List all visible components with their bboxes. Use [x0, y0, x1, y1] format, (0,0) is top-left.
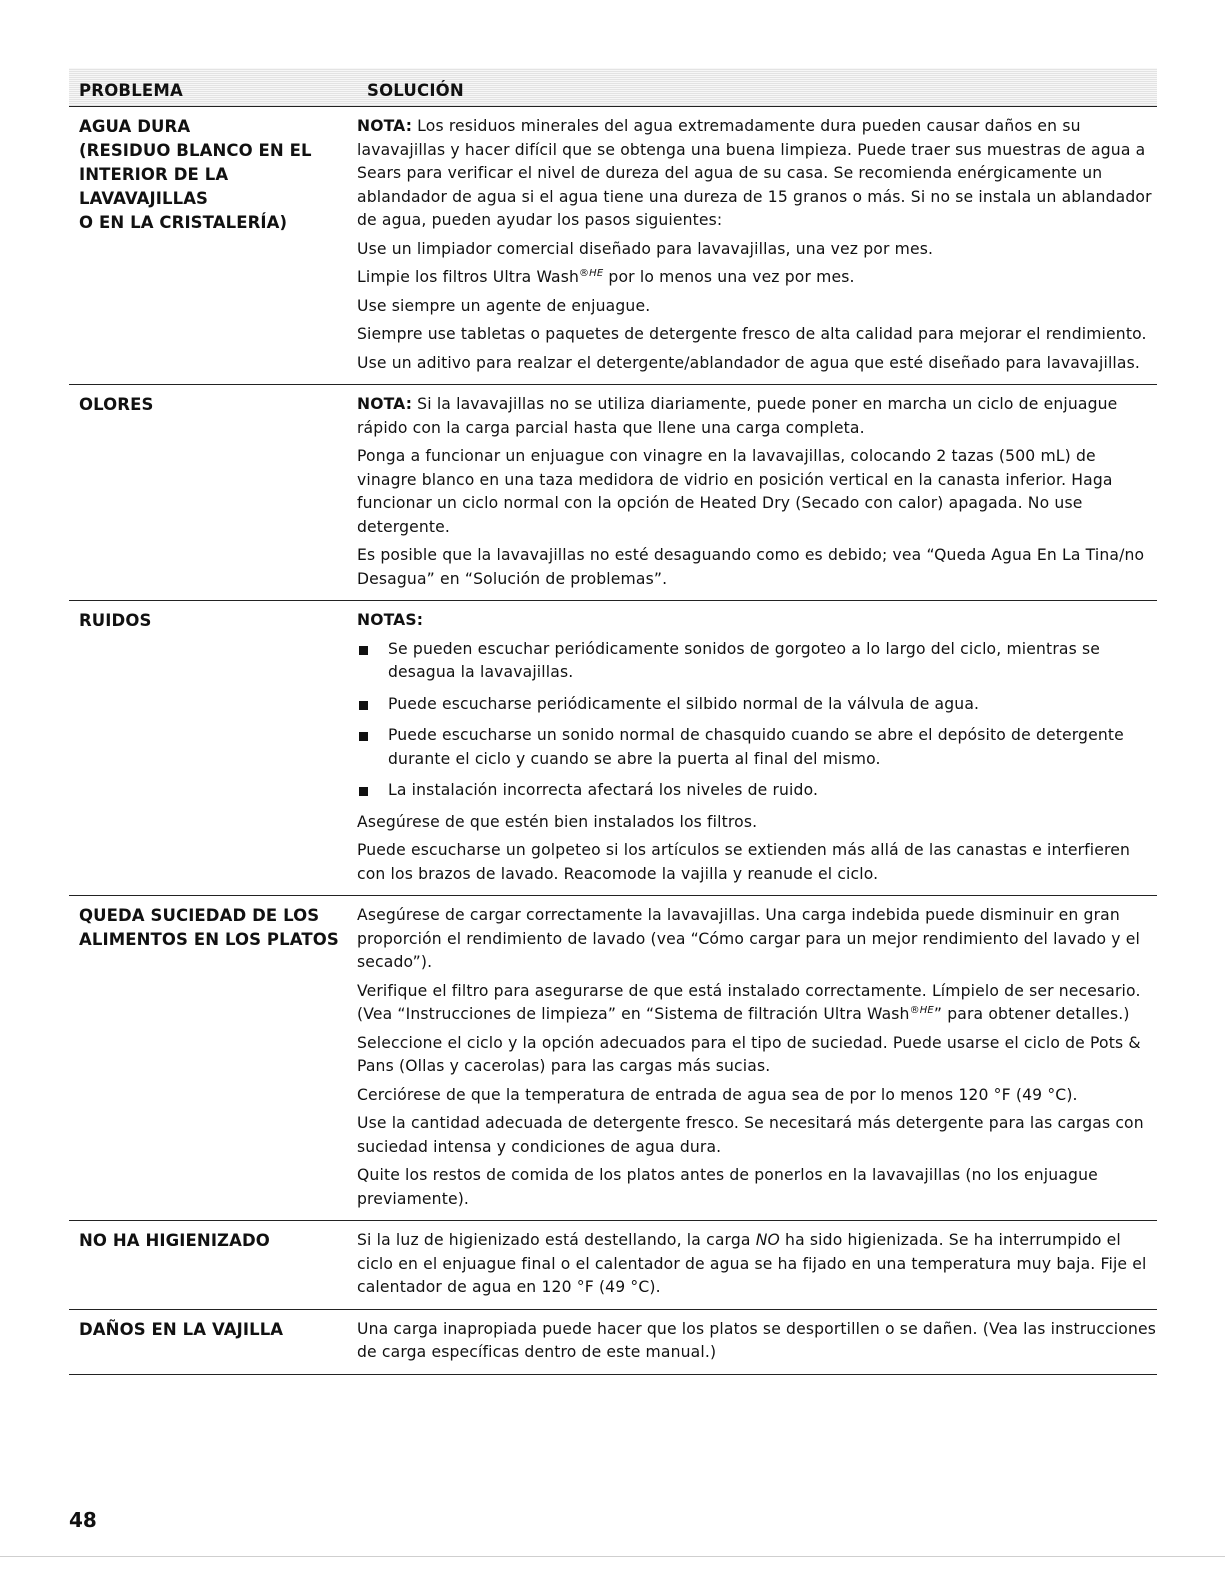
list-item-text: Puede escucharse periódicamente el silbido normal de la válvula de agua.: [388, 694, 980, 713]
square-bullet-icon: [359, 646, 368, 655]
solution-paragraph: [357, 1084, 1157, 1108]
problem-cell: [69, 1318, 357, 1365]
problem-cell: [69, 393, 357, 591]
paragraph-text: Puede escucharse un golpeteo si los artículos se extienden más allá de las canastas e interfieren con los brazos de lavado. Reacomode la vajilla y reanude el ciclo.: [357, 841, 1131, 883]
solution-paragraph: [357, 609, 1157, 633]
paragraph-text: Quite los restos de comida de los platos antes de ponerlos en la lavavajillas (no los enjuague previamente).: [357, 1166, 1098, 1208]
square-bullet-icon: [359, 787, 368, 796]
paragraph-text: Cerciórese de que la temperatura de entrada de agua sea de por lo menos 120 °F (49 °C).: [357, 1085, 1078, 1104]
list-item-text: Se pueden escuchar periódicamente sonidos de gorgoteo a lo largo del ciclo, mientras se desagua la lavavajillas.: [388, 639, 1100, 681]
paragraph-text: Use siempre un agente de enjuague.: [357, 296, 651, 315]
problem-cell: [69, 609, 357, 886]
paragraph-text: Los residuos minerales del agua extremadamente dura pueden causar daños en su lavavajillas y hacer difícil que se obtenga una buena limpieza. Puede traer sus muestras de agua a Sears para verificar el nivel de dureza del agua de su casa. Se recomienda enérgicamente un ablandador de agua si el agua tiene una dureza de 15 granos o más. Si no se instala un ablandador de agua, pueden ayudar los pasos siguientes:: [357, 117, 1152, 229]
header-solution: SOLUCIÓN: [367, 81, 464, 100]
solution-cell: [357, 609, 1157, 886]
paragraph-text: Verifique el filtro para asegurarse de que está instalado correctamente. Límpielo de ser necesario. (Vea “Instrucciones de limpieza” en “Sistema de filtración Ultra Wash: [357, 981, 1141, 1023]
trademark-mark: ®HE: [579, 267, 604, 279]
solution-paragraph: [357, 544, 1157, 591]
bullet-list: [357, 638, 1157, 803]
paragraph-text: Use un limpiador comercial diseñado para lavavajillas, una vez por mes.: [357, 239, 934, 258]
solution-paragraph: [357, 811, 1157, 835]
problem-title: RUIDOS: [79, 611, 152, 630]
paragraph-text: Asegúrese de que estén bien instalados los filtros.: [357, 812, 758, 831]
solution-cell: [357, 115, 1157, 375]
problem-cell: [69, 115, 357, 375]
paragraph-text: ha sido higienizada. Se ha interrumpido el ciclo en el enjuague final o el calentador de agua se ha fijado en una temperatura muy baja. Fije el calentador de agua en 120 °F (49 °C).: [357, 1231, 1147, 1296]
table-body: [69, 107, 1157, 1375]
solution-paragraph: [357, 323, 1157, 347]
problem-title: OLORES: [79, 395, 154, 414]
page-number: 48: [69, 1508, 97, 1532]
list-item-text: La instalación incorrecta afectará los niveles de ruido.: [388, 781, 819, 799]
paragraph-text: Limpie los filtros Ultra Wash: [357, 268, 580, 286]
problem-title: AGUA DURA (RESIDUO BLANCO EN EL INTERIOR DE LA LAVAVAJILLAS O EN LA CRISTALERÍA): [79, 117, 312, 232]
solution-paragraph: [357, 1112, 1157, 1159]
table-row: [69, 107, 1157, 385]
table-row: [69, 601, 1157, 896]
list-item-text: Puede escucharse un sonido normal de chasquido cuando se abre el depósito de detergente durante el ciclo y cuando se abre la puerta al final del mismo.: [388, 726, 1124, 768]
emphasis-text: NO: [755, 1231, 780, 1249]
square-bullet-icon: [359, 701, 368, 710]
troubleshooting-table: [69, 68, 1157, 1375]
problem-cell: [69, 904, 357, 1211]
problem-title: DAÑOS EN LA VAJILLA: [79, 1319, 284, 1339]
list-item: [357, 638, 1157, 685]
trademark-mark: ®HE: [909, 1004, 934, 1016]
solution-paragraph: [357, 839, 1157, 886]
paragraph-text: Una carga inapropiada puede hacer que los platos se desportillen o se dañen. (Vea las instrucciones de carga específicas dentro de este manual.): [357, 1319, 1156, 1361]
paragraph-text: Ponga a funcionar un enjuague con vinagre en la lavavajillas, colocando 2 tazas (500 mL) de vinagre blanco en una taza medidora de vidrio en posición vertical en la canasta inferior. Haga funcionar un ciclo normal con la opción de Heated Dry (Secado con calor) apagada. No use detergente.: [357, 447, 1113, 536]
paragraph-text: Es posible que la lavavajillas no esté desaguando como es debido; vea “Queda Agua En La Tina/no Desagua” en “Solución de problemas”.: [357, 546, 1145, 588]
solution-paragraph: [357, 115, 1157, 233]
solution-paragraph: [357, 445, 1157, 539]
solution-paragraph: [357, 266, 1157, 290]
solution-paragraph: [357, 295, 1157, 319]
table-row: [69, 1221, 1157, 1310]
solution-paragraph: [357, 238, 1157, 262]
solution-paragraph: [357, 1318, 1157, 1365]
paragraph-text: Asegúrese de cargar correctamente la lavavajillas. Una carga indebida puede disminuir en gran proporción el rendimiento de lavado (vea “Cómo cargar para un mejor rendimiento del lavado y el secado”).: [357, 906, 1140, 971]
table-header: [69, 68, 1157, 107]
note-label: NOTA:: [357, 395, 413, 413]
note-label: NOTA:: [357, 117, 413, 135]
note-label: NOTAS:: [357, 611, 424, 629]
solution-paragraph: [357, 980, 1157, 1027]
paragraph-text: Use un aditivo para realzar el detergente/ablandador de agua que esté diseñado para lavavajillas.: [357, 353, 1140, 372]
problem-title: NO HA HIGIENIZADO: [79, 1231, 270, 1250]
paragraph-text: Si la lavavajillas no se utiliza diariamente, puede poner en marcha un ciclo de enjuague rápido con la carga parcial hasta que llene una carga completa.: [357, 395, 1118, 437]
table-row: [69, 385, 1157, 601]
solution-cell: [357, 904, 1157, 1211]
solution-paragraph: [357, 393, 1157, 440]
problem-title: QUEDA SUCIEDAD DE LOS ALIMENTOS EN LOS PLATOS: [79, 906, 339, 949]
solution-paragraph: [357, 1229, 1157, 1300]
paragraph-text: ” para obtener detalles.): [933, 1005, 1130, 1023]
scan-edge-line: [0, 1556, 1225, 1557]
problem-cell: [69, 1229, 357, 1300]
list-item: [357, 693, 1157, 717]
solution-paragraph: [357, 1032, 1157, 1079]
table-row: [69, 1310, 1157, 1375]
paragraph-text: Siempre use tabletas o paquetes de detergente fresco de alta calidad para mejorar el rendimiento.: [357, 325, 1147, 343]
paragraph-text: Use la cantidad adecuada de detergente fresco. Se necesitará más detergente para las cargas con suciedad intensa y condiciones de agua dura.: [357, 1114, 1144, 1156]
solution-cell: [357, 393, 1157, 591]
square-bullet-icon: [359, 732, 368, 741]
solution-paragraph: [357, 1164, 1157, 1211]
solution-paragraph: [357, 352, 1157, 376]
list-item: [357, 724, 1157, 771]
solution-cell: [357, 1229, 1157, 1300]
table-row: [69, 896, 1157, 1221]
paragraph-text: por lo menos una vez por mes.: [603, 268, 855, 286]
solution-cell: [357, 1318, 1157, 1365]
paragraph-text: Seleccione el ciclo y la opción adecuados para el tipo de suciedad. Puede usarse el ciclo de Pots & Pans (Ollas y cacerolas) para las cargas más sucias.: [357, 1033, 1141, 1075]
solution-paragraph: [357, 904, 1157, 975]
header-problem: PROBLEMA: [79, 81, 183, 100]
list-item: [357, 779, 1157, 803]
paragraph-text: Si la luz de higienizado está destellando, la carga: [357, 1231, 756, 1249]
